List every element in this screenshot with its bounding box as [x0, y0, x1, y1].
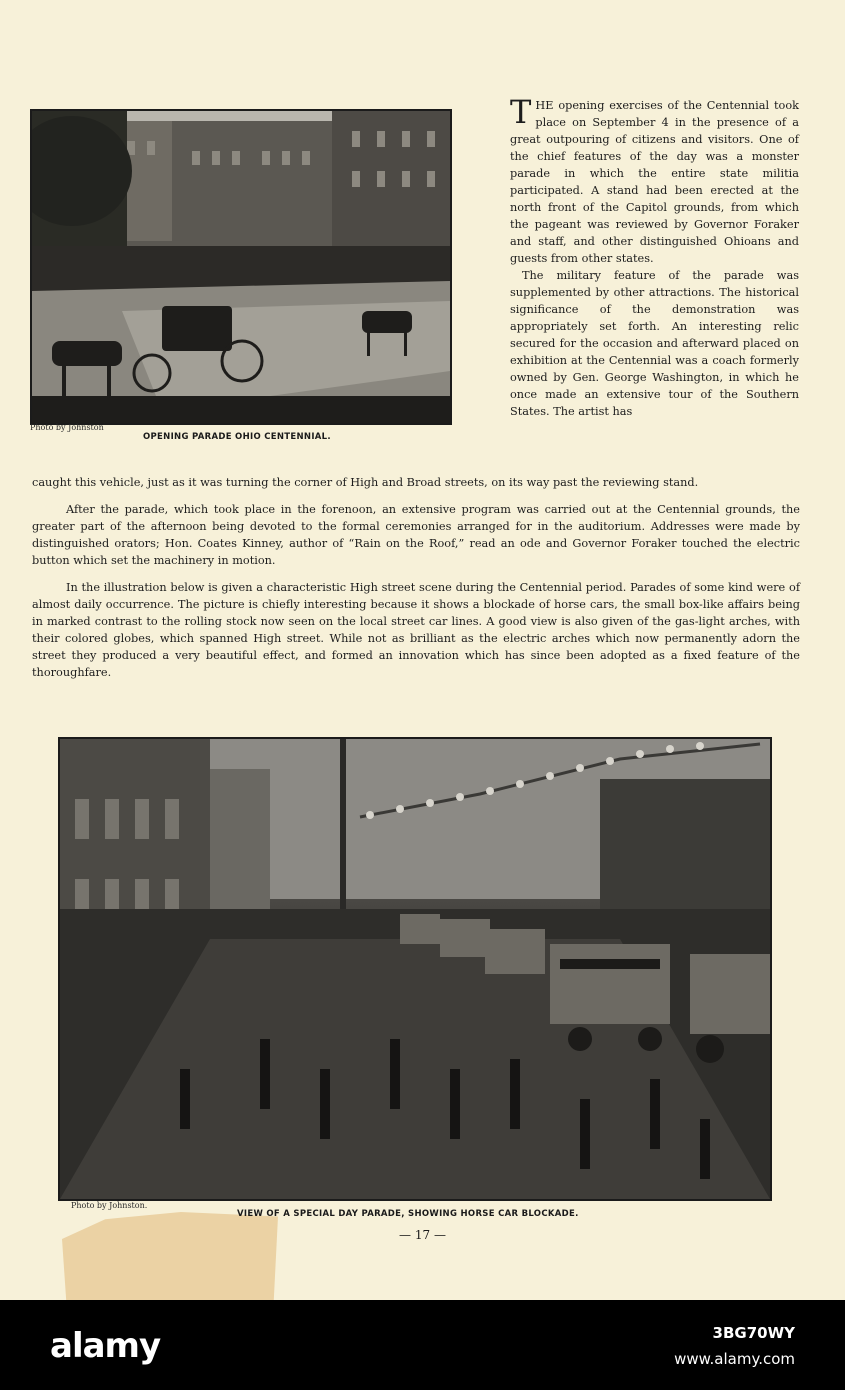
image-id: 3BG70WY	[712, 1324, 795, 1342]
top-photo-caption: OPENING PARADE OHIO CENTENNIAL.	[143, 432, 331, 442]
watermark-url: www.alamy.com	[674, 1350, 795, 1368]
alamy-logo: alamy	[50, 1326, 161, 1366]
watermark-banner	[0, 1300, 845, 1390]
horse-car-blockade-photo	[58, 737, 772, 1201]
article-paragraph-4: In the illustration below is given a characteristic High street scene during the Centennial period. Parades of some kind were of almost daily occurrence. The picture is chiefly interesting because it shows a blockade of horse cars, the small box-like affairs being in marked contrast to the rolling stock now seen on the local street car lines. A good view is also given of the gas-light arches, with their colored globes, which spanned High street. While not as brilliant as the electric arches which now permanently adorn the street they produced a very beautiful effect, and formed an innovation which has since been adopted as a fixed feature of the thoroughfare.	[32, 581, 800, 679]
opening-parade-illustration	[32, 111, 450, 423]
article-paragraph-1: THE opening exercises of the Centennial took place on September 4 in the presence of a great outpouring of citizens and visitors. One of the chief features of the day was a monster parade in which the entire state militia participated. A stand had been erected at the north front of the Capitol grounds, from which the pageant was reviewed by Governor Foraker and staff, and other distinguished Ohioans and guests from other states.	[510, 93, 799, 265]
article-full-width	[32, 474, 800, 681]
drop-cap: T	[510, 93, 532, 131]
horse-car-blockade-illustration	[60, 739, 770, 1199]
article-right-column	[510, 93, 799, 420]
article-paragraph-3: After the parade, which took place in the forenoon, an extensive program was carried out at the Centennial grounds, the greater part of the afternoon being devoted to the formal ceremonies arranged for in the auditorium. Addresses were made by distinguished orators; Hon. Coates Kinney, author of “Rain on the Roof,” read an ode and Governor Foraker touched the electric button which set the machinery in motion.	[32, 503, 800, 567]
bottom-photo-caption: VIEW OF A SPECIAL DAY PARADE, SHOWING HORSE CAR BLOCKADE.	[237, 1209, 579, 1219]
bottom-photo-credit: Photo by Johnston.	[71, 1201, 148, 1210]
page-number: — 17 —	[399, 1228, 446, 1242]
article-paragraph-2: The military feature of the parade was supplemented by other attractions. The historical significance of the demonstration was appropriately set forth. An interesting relic secured for the occasion and afterward placed on exhibition at the Centennial was a coach formerly owned by Gen. George Washington, in which he once made an extensive tour of the Southern States. The artist has	[510, 269, 799, 418]
top-photo-credit: Photo by Johnston	[30, 423, 104, 432]
paper-stain	[62, 1212, 278, 1300]
opening-parade-photo	[30, 109, 452, 425]
article-paragraph-2-continued: caught this vehicle, just as it was turning the corner of High and Broad streets, on its way past the reviewing stand.	[32, 476, 699, 489]
